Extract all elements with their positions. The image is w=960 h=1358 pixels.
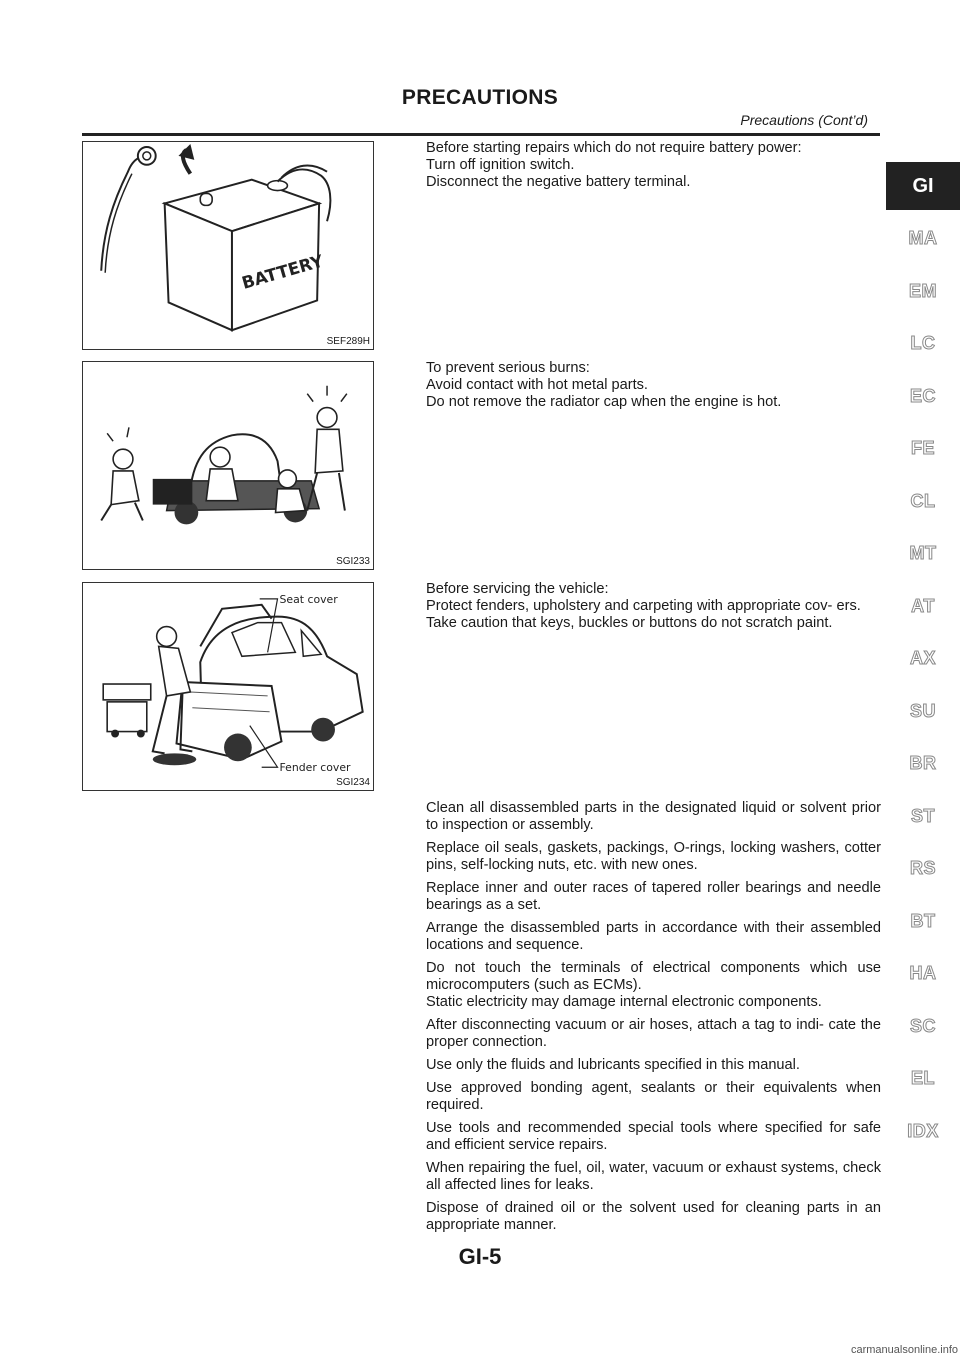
page-number: GI-5 (458, 1244, 502, 1269)
section-index-sidebar (886, 162, 960, 1141)
list-item: Do not touch the terminals of electrical components which use microcomputers (such as ECMs). (426, 960, 881, 993)
tab-idx[interactable]: IDX (907, 1121, 939, 1141)
text-line: Take caution that keys, buckles or buttons do not scratch paint. (426, 615, 833, 631)
figure-code: SGI233 (336, 556, 370, 567)
tab-su[interactable]: SU (909, 701, 936, 721)
text-line: Disconnect the negative battery terminal. (426, 174, 691, 190)
battery-label: BATTERY (239, 250, 326, 293)
text-line: Turn off ignition switch. (426, 157, 575, 173)
text-line: To prevent serious burns: (426, 360, 590, 376)
tab-ec[interactable]: EC (909, 386, 936, 406)
figure-covers (82, 582, 374, 791)
text-line: Do not remove the radiator cap when the engine is hot. (426, 394, 782, 410)
watermark: carmanualsonline.info (850, 1344, 958, 1356)
list-item: When repairing the fuel, oil, water, vacuum or exhaust systems, check all affected lines for leaks. (426, 1160, 881, 1193)
tab-bt[interactable]: BT (910, 911, 936, 931)
tab-ma[interactable]: MA (908, 228, 938, 248)
general-precautions-list (426, 800, 881, 1240)
list-item: Replace inner and outer races of tapered roller bearings and needle bearings as a set. (426, 880, 881, 913)
burns-illustration (83, 362, 373, 569)
header-divider (82, 133, 880, 136)
text-line: Protect fenders, upholstery and carpeting with appropriate cov- ers. (426, 598, 861, 614)
list-item: Clean all disassembled parts in the designated liquid or solvent prior to inspection or assembly. (426, 800, 881, 833)
servicing-precaution-text (426, 581, 881, 632)
tab-fe[interactable]: FE (910, 438, 935, 458)
list-item: Static electricity may damage internal electronic components. (426, 994, 822, 1010)
callout-fender-cover: Fender cover (279, 761, 351, 775)
figure-battery (82, 141, 374, 350)
figure-code: SGI234 (336, 777, 370, 788)
callout-seat-cover: Seat cover (279, 592, 338, 606)
list-item: After disconnecting vacuum or air hoses, attach a tag to indi- cate the proper connection. (426, 1017, 881, 1050)
tab-rs[interactable]: RS (909, 858, 936, 878)
tab-st[interactable]: ST (910, 806, 935, 826)
tab-sc[interactable]: SC (909, 1016, 936, 1036)
tab-br[interactable]: BR (909, 753, 937, 773)
section-subtitle: Precautions (Cont’d) (740, 112, 868, 128)
tab-mt[interactable]: MT (909, 543, 937, 563)
section-title: PRECAUTIONS (401, 86, 559, 109)
tab-cl[interactable]: CL (910, 491, 936, 511)
text-line: Before servicing the vehicle: (426, 581, 609, 597)
list-item: Arrange the disassembled parts in accordance with their assembled locations and sequence. (426, 920, 881, 953)
tab-at[interactable]: AT (911, 596, 935, 616)
list-item: Dispose of drained oil or the solvent used for cleaning parts in an appropriate manner. (426, 1200, 881, 1233)
list-item: Use only the fluids and lubricants specified in this manual. (426, 1057, 800, 1073)
figure-code: SEF289H (326, 336, 370, 347)
battery-precaution-text (426, 140, 881, 191)
list-item: Use tools and recommended special tools where specified for safe and efficient service repairs. (426, 1120, 881, 1153)
tab-lc[interactable]: LC (910, 333, 936, 353)
figure-burns (82, 361, 374, 570)
tab-ax[interactable]: AX (909, 648, 936, 668)
tab-el[interactable]: EL (910, 1068, 935, 1088)
burn-precaution-text (426, 360, 881, 411)
vehicle-covers-illustration (83, 583, 373, 790)
battery-illustration (83, 142, 373, 349)
tab-em[interactable]: EM (909, 281, 937, 301)
list-item: Use approved bonding agent, sealants or their equivalents when required. (426, 1080, 881, 1113)
tab-gi-active[interactable]: GI (886, 162, 960, 210)
text-line: Before starting repairs which do not require battery power: (426, 140, 802, 156)
list-item: Replace oil seals, gaskets, packings, O-rings, locking washers, cotter pins, self-locking nuts, etc. with new ones. (426, 840, 881, 873)
tab-ha[interactable]: HA (909, 963, 937, 983)
text-line: Avoid contact with hot metal parts. (426, 377, 648, 393)
